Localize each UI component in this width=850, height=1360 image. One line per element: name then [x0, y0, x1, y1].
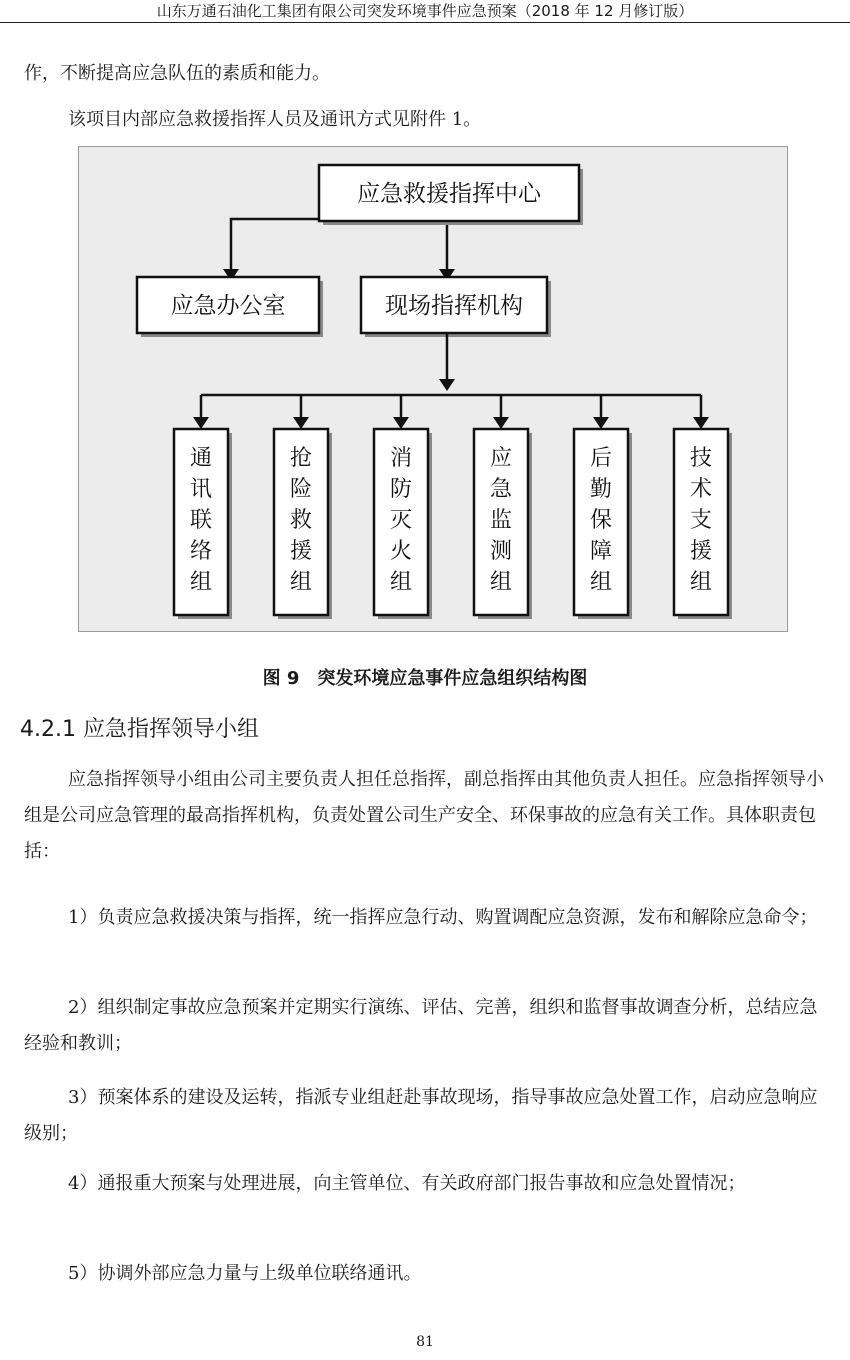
group-label-char: 组: [489, 570, 513, 595]
group-label-char: 救: [289, 508, 313, 533]
group-arrow: [193, 417, 209, 429]
figure-caption: 图 9 突发环境应急事件应急组织结构图: [262, 668, 588, 689]
group-label-char: 后: [589, 446, 613, 471]
group-label-char: 术: [689, 477, 713, 502]
group-arrow: [593, 417, 609, 429]
group-arrow: [293, 417, 309, 429]
group-label-char: 火: [389, 539, 413, 564]
group-label-char: 支: [689, 508, 713, 533]
group-label-char: 技: [689, 446, 713, 471]
group-label-char: 保: [589, 508, 613, 533]
group-label-char: 组: [589, 570, 613, 595]
page-number: 81: [416, 1334, 434, 1350]
group-label-char: 应: [489, 446, 513, 471]
intro-line-1: 作，不断提高应急队伍的素质和能力。: [24, 63, 330, 84]
group-label-char: 测: [489, 539, 513, 564]
group-label-char: 急: [489, 477, 513, 502]
group-arrow: [493, 417, 509, 429]
group-label-char: 络: [189, 539, 213, 564]
duty-item-4: 4）通报重大预案与处理进展，向主管单位、有关政府部门报告事故和应急处置情况；: [68, 1173, 746, 1194]
group-label-char: 防: [389, 477, 413, 502]
group-label-char: 抢: [289, 446, 313, 471]
group-arrow: [393, 417, 409, 429]
duty-item-2: 2）组织制定事故应急预案并定期实行演练、评估、完善，组织和监督事故调查分析，总结应急经验和教训；: [24, 997, 818, 1054]
group-arrow: [693, 417, 709, 429]
command-center-label: 应急救援指挥中心: [357, 181, 541, 207]
section-heading: 4.2.1 应急指挥领导小组: [20, 717, 259, 742]
org-chart-diagram: [79, 147, 787, 631]
group-label-char: 障: [589, 539, 613, 564]
group-label-char: 险: [289, 477, 313, 502]
group-label-char: 援: [289, 539, 313, 564]
group-label-char: 组: [689, 570, 713, 595]
group-label-char: 组: [389, 570, 413, 595]
group-label-char: 灭: [389, 508, 413, 533]
group-label-char: 通: [189, 446, 213, 471]
group-label-char: 勤: [589, 477, 613, 502]
intro-line-2: 该项目内部应急救援指挥人员及通讯方式见附件 1。: [68, 109, 482, 130]
duty-item-1: 1）负责应急救援决策与指挥，统一指挥应急行动、购置调配应急资源，发布和解除应急命令；: [68, 907, 818, 928]
group-label-char: 讯: [189, 477, 213, 502]
document-header: 山东万通石油化工集团有限公司突发环境事件应急预案（2018 年 12 月修订版）: [0, 0, 850, 23]
emergency-office-label: 应急办公室: [170, 293, 286, 319]
group-label-char: 援: [689, 539, 713, 564]
field-command-label: 现场指挥机构: [385, 293, 523, 319]
duty-item-5: 5）协调外部应急力量与上级单位联络通讯。: [68, 1263, 422, 1284]
duty-item-3: 3）预案体系的建设及运转，指派专业组赶赴事故现场，指导事故应急处置工作，启动应急响应级别；: [24, 1087, 818, 1144]
group-label-char: 监: [489, 508, 513, 533]
group-label-char: 组: [189, 570, 213, 595]
group-label-char: 联: [189, 508, 213, 533]
section-paragraph: 应急指挥领导小组由公司主要负责人担任总指挥，副总指挥由其他负责人担任。应急指挥领导小组是公司应急管理的最高指挥机构，负责处置公司生产安全、环保事故的应急有关工作。具体职责包括：: [24, 769, 824, 862]
group-label-char: 消: [389, 446, 413, 471]
org-chart-figure: [78, 146, 788, 632]
group-label-char: 组: [289, 570, 313, 595]
